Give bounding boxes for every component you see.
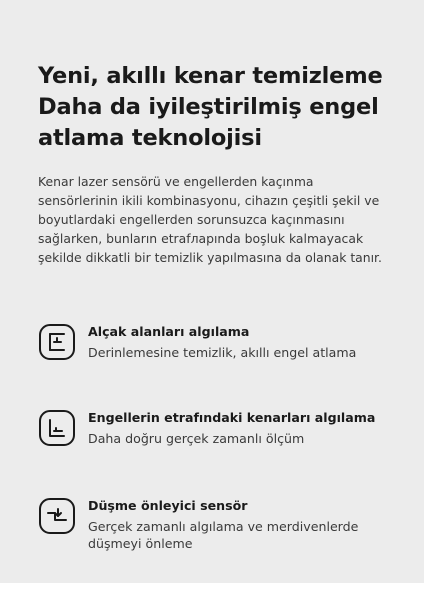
feature-title: Alçak alanları algılama — [88, 324, 250, 339]
feature-description-line: Derinlemesine temizlik, akıllı engel atlama — [88, 345, 357, 360]
low-area-detection-icon — [38, 323, 76, 361]
feature-description-line: Gerçek zamanlı algılama ve merdivenlerde — [88, 519, 359, 534]
description — [38, 172, 388, 267]
feature-description — [88, 430, 388, 447]
headline-line: Daha da iyileştirilmiş engel — [38, 94, 379, 120]
description-line: sensörlerinin ikili kombinasyonu, cihazın çeşitli şekil ve — [38, 193, 380, 208]
description-line: boyutlardaki engellerden sorunsuzca kaçınmasını — [38, 212, 345, 227]
feature-description-line: düşmeyi önleme — [88, 536, 193, 551]
feature-description — [88, 518, 388, 552]
description-line: sağlarken, bunların etrafларında boşluk kalmayacak — [38, 231, 364, 246]
headline-line: atlama teknolojisi — [38, 125, 262, 151]
feature-title: Düşme önleyici sensör — [88, 498, 248, 513]
headline — [38, 61, 383, 154]
headline-line: Yeni, akıllı kenar temizleme — [38, 63, 383, 89]
feature-title: Engellerin etrafındaki kenarları algılama — [88, 410, 376, 425]
edge-detection-icon — [38, 409, 76, 447]
description-line: şekilde dikkatli bir temizlik yapılmasına da olanak tanır. — [38, 250, 382, 265]
anti-drop-sensor-icon — [38, 497, 76, 535]
feature-description — [88, 344, 388, 361]
feature-description-line: Daha doğru gerçek zamanlı ölçüm — [88, 431, 305, 446]
description-line: Kenar lazer sensörü ve engellerden kaçınma — [38, 174, 314, 189]
